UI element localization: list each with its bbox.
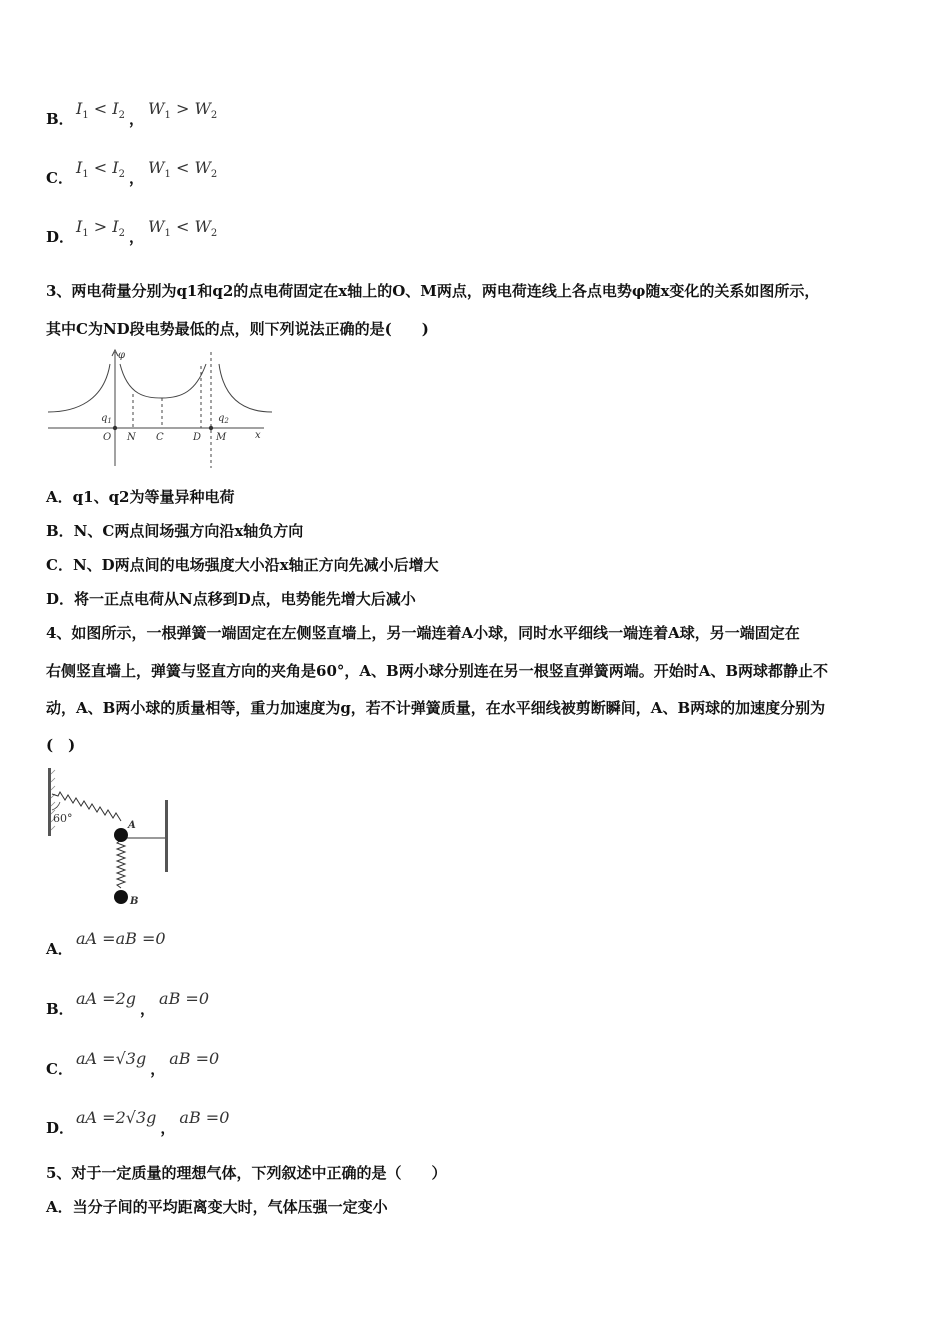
formula-accel-b: aB =0 (169, 1049, 220, 1068)
option-label: B． (46, 110, 74, 128)
q3-potential-figure (46, 346, 276, 471)
angle-label: 60° (53, 812, 73, 825)
option-label: D． (46, 228, 75, 246)
q4-option-a (46, 929, 166, 959)
q4-option-d: D．aA =2√3g，aB =0 (46, 1108, 230, 1137)
q3-option-a: A．q1、q2为等量异种电荷 (46, 488, 235, 506)
formula-accel-b: aB =0 (159, 989, 209, 1008)
point-o-label: O (103, 432, 112, 443)
formula-accel-a: aA =2√3g (76, 1108, 157, 1127)
q3-stem-line2: 其中C为ND段电势最低的点，则下列说法正确的是( ) (46, 320, 429, 338)
q2-option-b: B．$I_1 < I_2$ ，$W_1 > W_2$ (46, 99, 218, 128)
q4-stem-line1: 4、如图所示，一根弹簧一端固定在左侧竖直墙上，另一端连着A小球，同时水平细线一端连着A球，另一端固定在 (46, 624, 800, 642)
ball-a-label: A (128, 820, 136, 831)
q4-spring-figure (46, 766, 176, 908)
option-label: C． (46, 169, 73, 187)
formula-accel-b: aB =0 (179, 1108, 230, 1127)
formula-work: $W_1 < W_2$ (148, 158, 218, 181)
q3-stem-line1: 3、两电荷量分别为q1和q2的点电荷固定在x轴上的O、M两点，两电荷连线上各点电势φ随x变化的关系如图所示， (46, 282, 820, 300)
q4-stem-line4: ( ) (46, 736, 76, 754)
option-label: A． (46, 940, 73, 958)
q2-label: $q_2$ (218, 413, 229, 425)
q4-option-c: C．aA =√3g，aB =0 (46, 1049, 220, 1078)
point-d-label: D (193, 432, 202, 443)
formula-accel-a: aA =√3g (76, 1049, 147, 1068)
formula-accel: aA =aB =0 (76, 929, 166, 948)
q4-option-b: B．aA =2g，aB =0 (46, 989, 209, 1018)
formula-current: $I_1 < I_2$ (76, 99, 125, 122)
formula-accel-a: aA =2g (76, 989, 137, 1008)
point-m-label: M (216, 432, 227, 443)
q1-label: $q_1$ (101, 413, 112, 425)
point-n-label: N (127, 432, 136, 443)
q3-option-b: B．N、C两点间场强方向沿x轴负方向 (46, 522, 304, 540)
q2-option-d: D．$I_1 > I_2$ ，$W_1 < W_2$ (46, 217, 218, 246)
q2-option-c: C．$I_1 < I_2$ ，$W_1 < W_2$ (46, 158, 218, 187)
formula-current: $I_1 < I_2$ (76, 158, 125, 181)
phi-axis-label: φ (118, 350, 126, 361)
ball-b-label: B (130, 896, 139, 907)
q5-option-a: A．当分子间的平均距离变大时，气体压强一定变小 (46, 1198, 388, 1216)
formula-work: $W_1 < W_2$ (148, 217, 218, 240)
q4-stem-line2: 右侧竖直墙上，弹簧与竖直方向的夹角是60°，A、B两小球分别连在另一根竖直弹簧两端。开始时A、B两球都静止不 (46, 662, 829, 680)
formula-current: $I_1 > I_2$ (76, 217, 125, 240)
option-label: D． (46, 1119, 75, 1137)
x-axis-label: x (255, 430, 261, 441)
q3-option-d: D．将一正点电荷从N点移到D点，电势能先增大后减小 (46, 590, 416, 608)
option-label: B． (46, 1000, 74, 1018)
q4-stem-line3: 动，A、B两小球的质量相等，重力加速度为g，若不计弹簧质量，在水平细线被剪断瞬间，A、B两球的加速度分别为 (46, 699, 826, 717)
q5-stem: 5、对于一定质量的理想气体，下列叙述中正确的是（ ） (46, 1164, 447, 1182)
q3-option-c: C．N、D两点间的电场强度大小沿x轴正方向先减小后增大 (46, 556, 439, 574)
option-label: C． (46, 1060, 73, 1078)
formula-work: $W_1 > W_2$ (148, 99, 218, 122)
point-c-label: C (156, 432, 164, 443)
